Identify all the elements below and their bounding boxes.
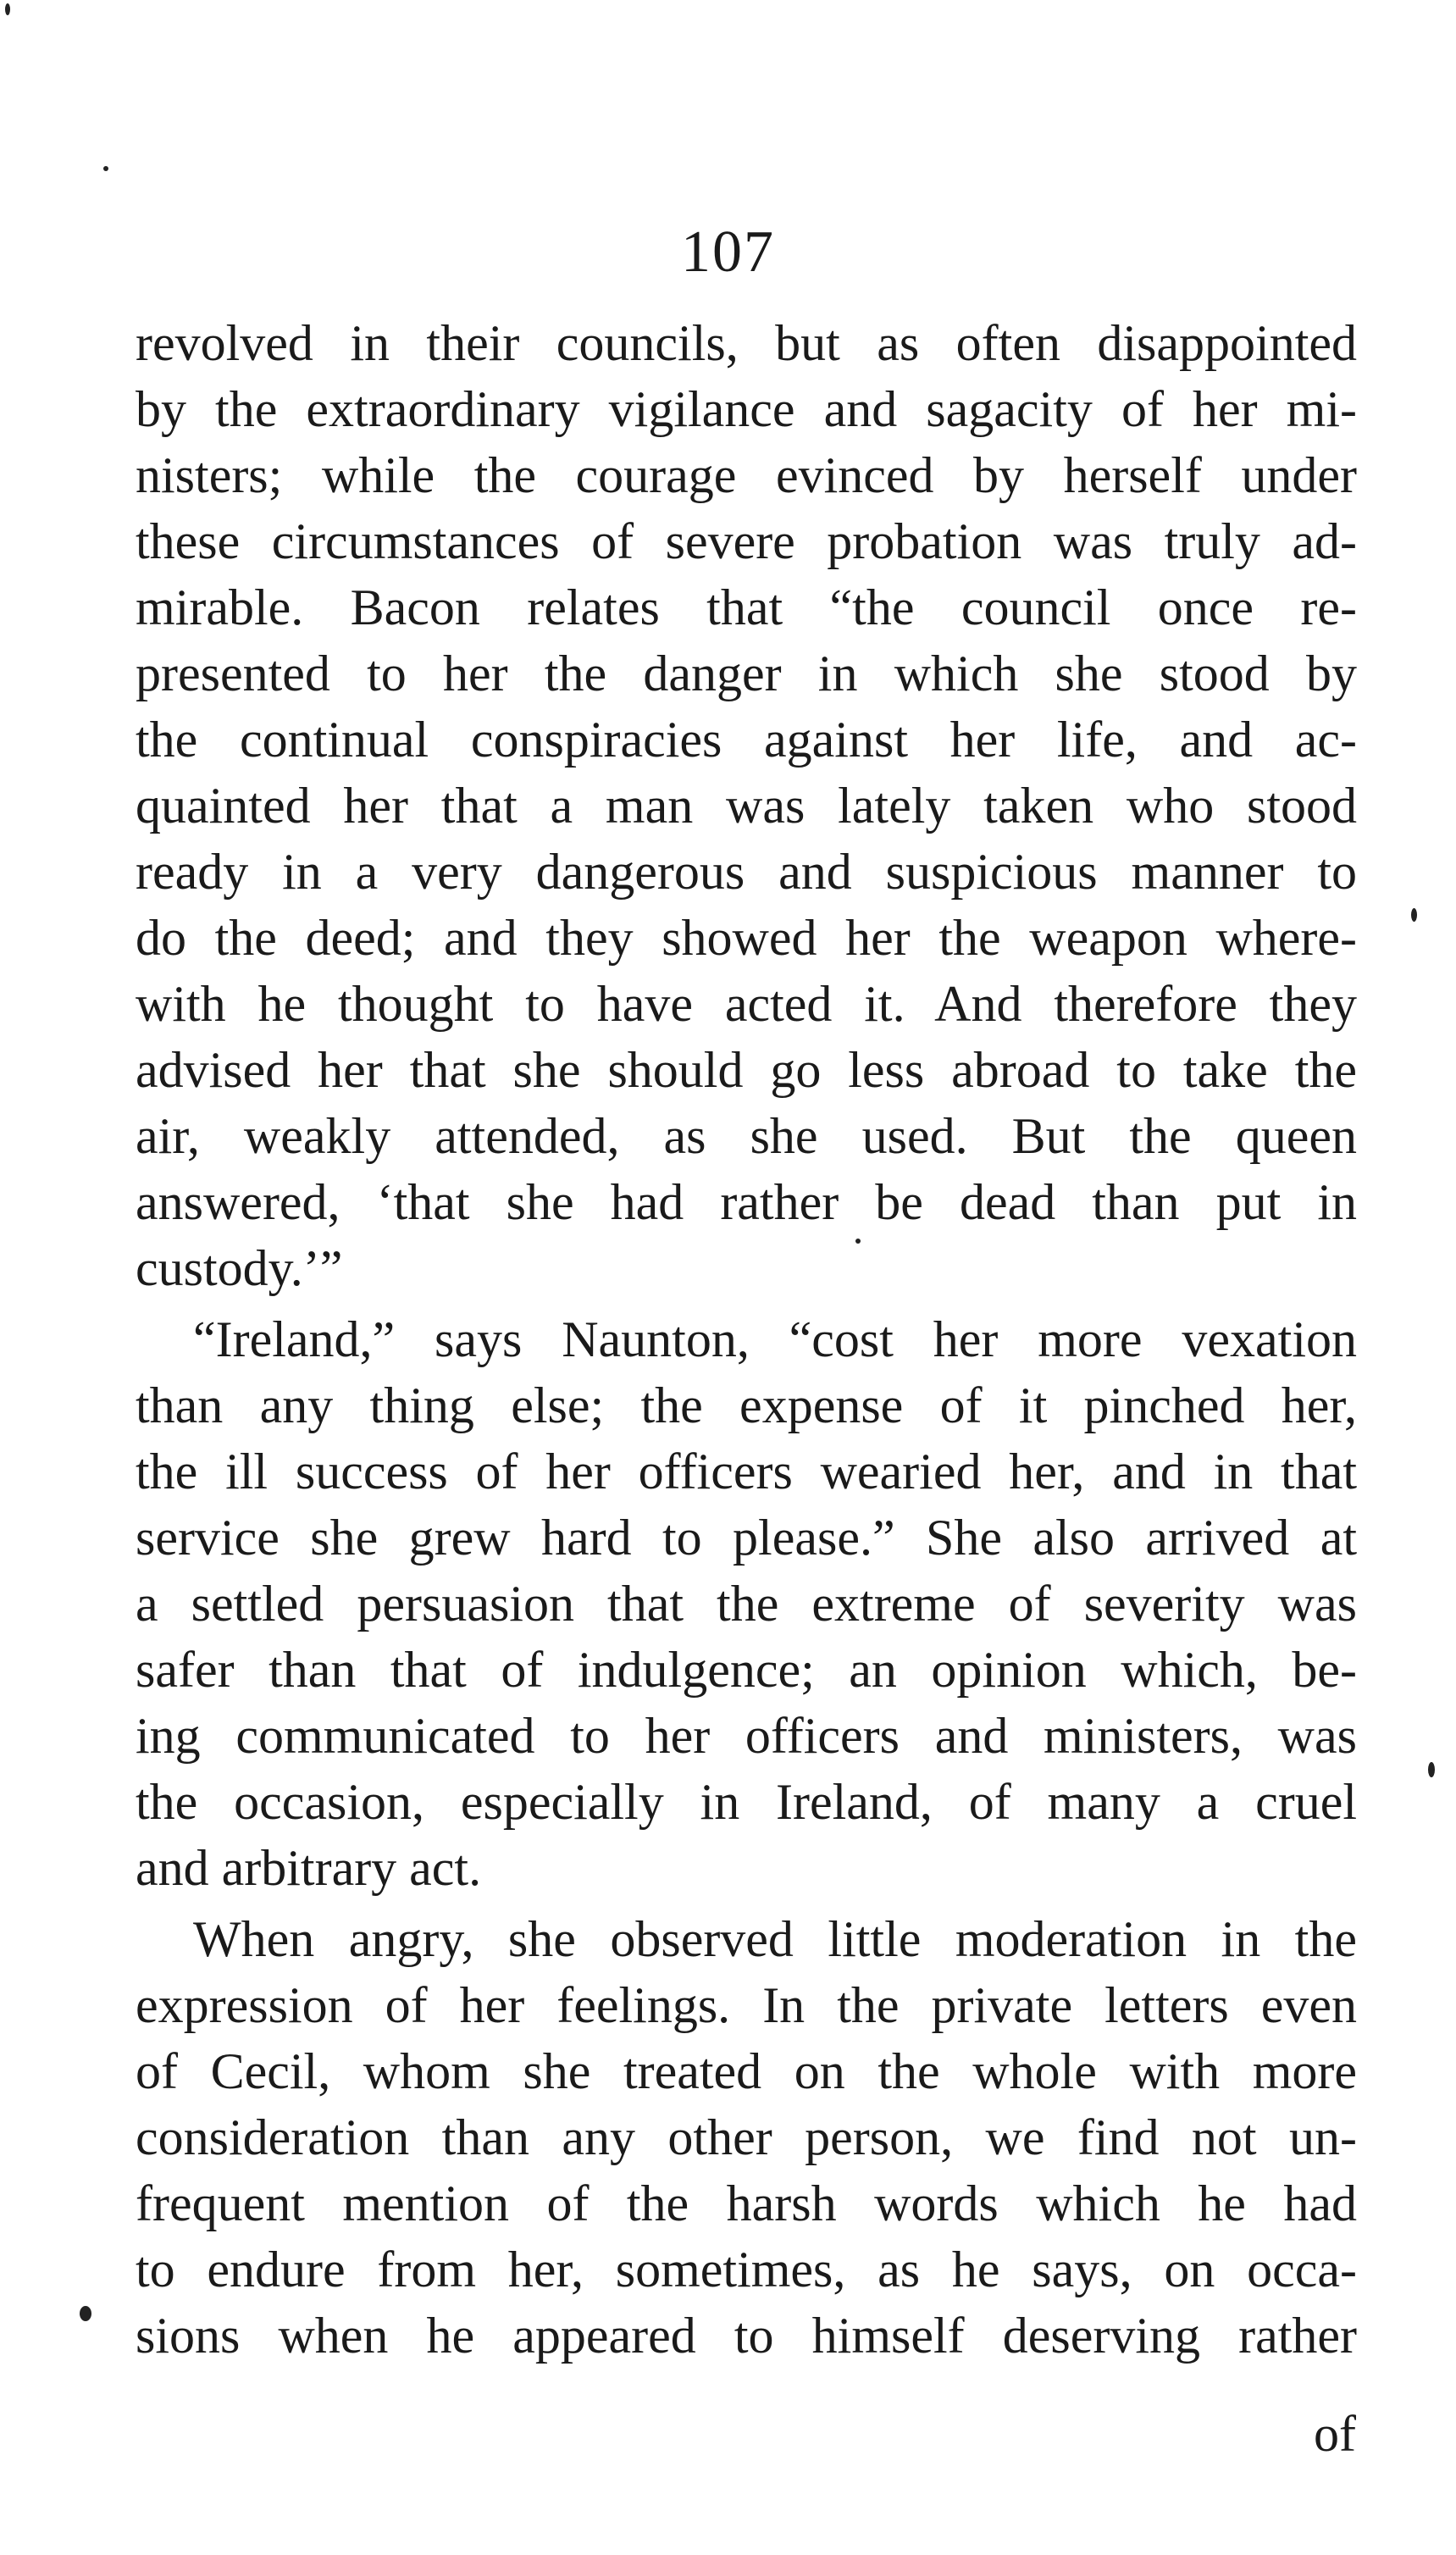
ink-speck [103, 166, 108, 171]
text-line: ready in a very dangerous and suspicious manner to [136, 844, 1357, 900]
ink-speck [1411, 908, 1417, 922]
text-line: advised her that she should go less abroad to take the [136, 1042, 1357, 1098]
ink-speck [5, 3, 10, 15]
text-line: of Cecil, whom she treated on the whole with more [136, 2043, 1357, 2099]
text-line: presented to her the danger in which she stood by [136, 646, 1357, 701]
text-line: consideration than any other person, we find not un- [136, 2109, 1357, 2165]
text-line: quainted her that a man was lately taken who stood [136, 778, 1357, 834]
page-number: 107 [681, 219, 775, 285]
ink-speck [1428, 1762, 1435, 1777]
text-line: by the extraordinary vigilance and sagacity of her mi- [136, 381, 1357, 437]
text-line: custody.’” [136, 1240, 343, 1296]
text-line: to endure from her, sometimes, as he says, on occa- [136, 2242, 1357, 2297]
text-line: “Ireland,” says Naunton, “cost her more vexation [193, 1311, 1357, 1367]
text-line: sions when he appeared to himself deserving rather [136, 2308, 1357, 2364]
paragraph-3 [136, 1906, 1357, 2369]
text-line: mirable. Bacon relates that “the council once re- [136, 579, 1357, 635]
text-line: frequent mention of the harsh words which he had [136, 2175, 1357, 2231]
text-line: a settled persuasion that the extreme of severity was [136, 1576, 1357, 1632]
text-line: ing communicated to her officers and ministers, was [136, 1708, 1357, 1764]
text-line: nisters; while the courage evinced by herself under [136, 447, 1357, 503]
text-line: and arbitrary act. [136, 1840, 482, 1896]
paragraph-1 [136, 310, 1357, 1301]
ink-speck [80, 2306, 91, 2321]
text-line: than any thing else; the expense of it pinched her, [136, 1377, 1357, 1433]
ink-speck [855, 1239, 861, 1244]
text-line: air, weakly attended, as she used. But the queen [136, 1108, 1357, 1164]
catchword: of [1314, 2406, 1356, 2462]
paragraph-2 [136, 1306, 1357, 1901]
text-line: the occasion, especially in Ireland, of many a cruel [136, 1774, 1357, 1830]
text-line: service she grew hard to please.” She also arrived at [136, 1510, 1357, 1566]
text-line: When angry, she observed little moderation in the [193, 1911, 1357, 1967]
text-line: answered, ‘that she had rather be dead than put in [136, 1174, 1357, 1230]
text-line: the ill success of her officers wearied her, and in that [136, 1444, 1357, 1499]
text-line: these circumstances of severe probation was truly ad- [136, 513, 1357, 569]
body-text [136, 310, 1357, 2369]
text-line: expression of her feelings. In the private letters even [136, 1977, 1357, 2033]
text-line: do the deed; and they showed her the weapon where- [136, 910, 1357, 966]
text-line: the continual conspiracies against her life, and ac- [136, 712, 1357, 768]
text-line: revolved in their councils, but as often disappointed [136, 315, 1357, 371]
text-line: safer than that of indulgence; an opinion which, be- [136, 1642, 1357, 1698]
text-line: with he thought to have acted it. And therefore they [136, 976, 1357, 1032]
